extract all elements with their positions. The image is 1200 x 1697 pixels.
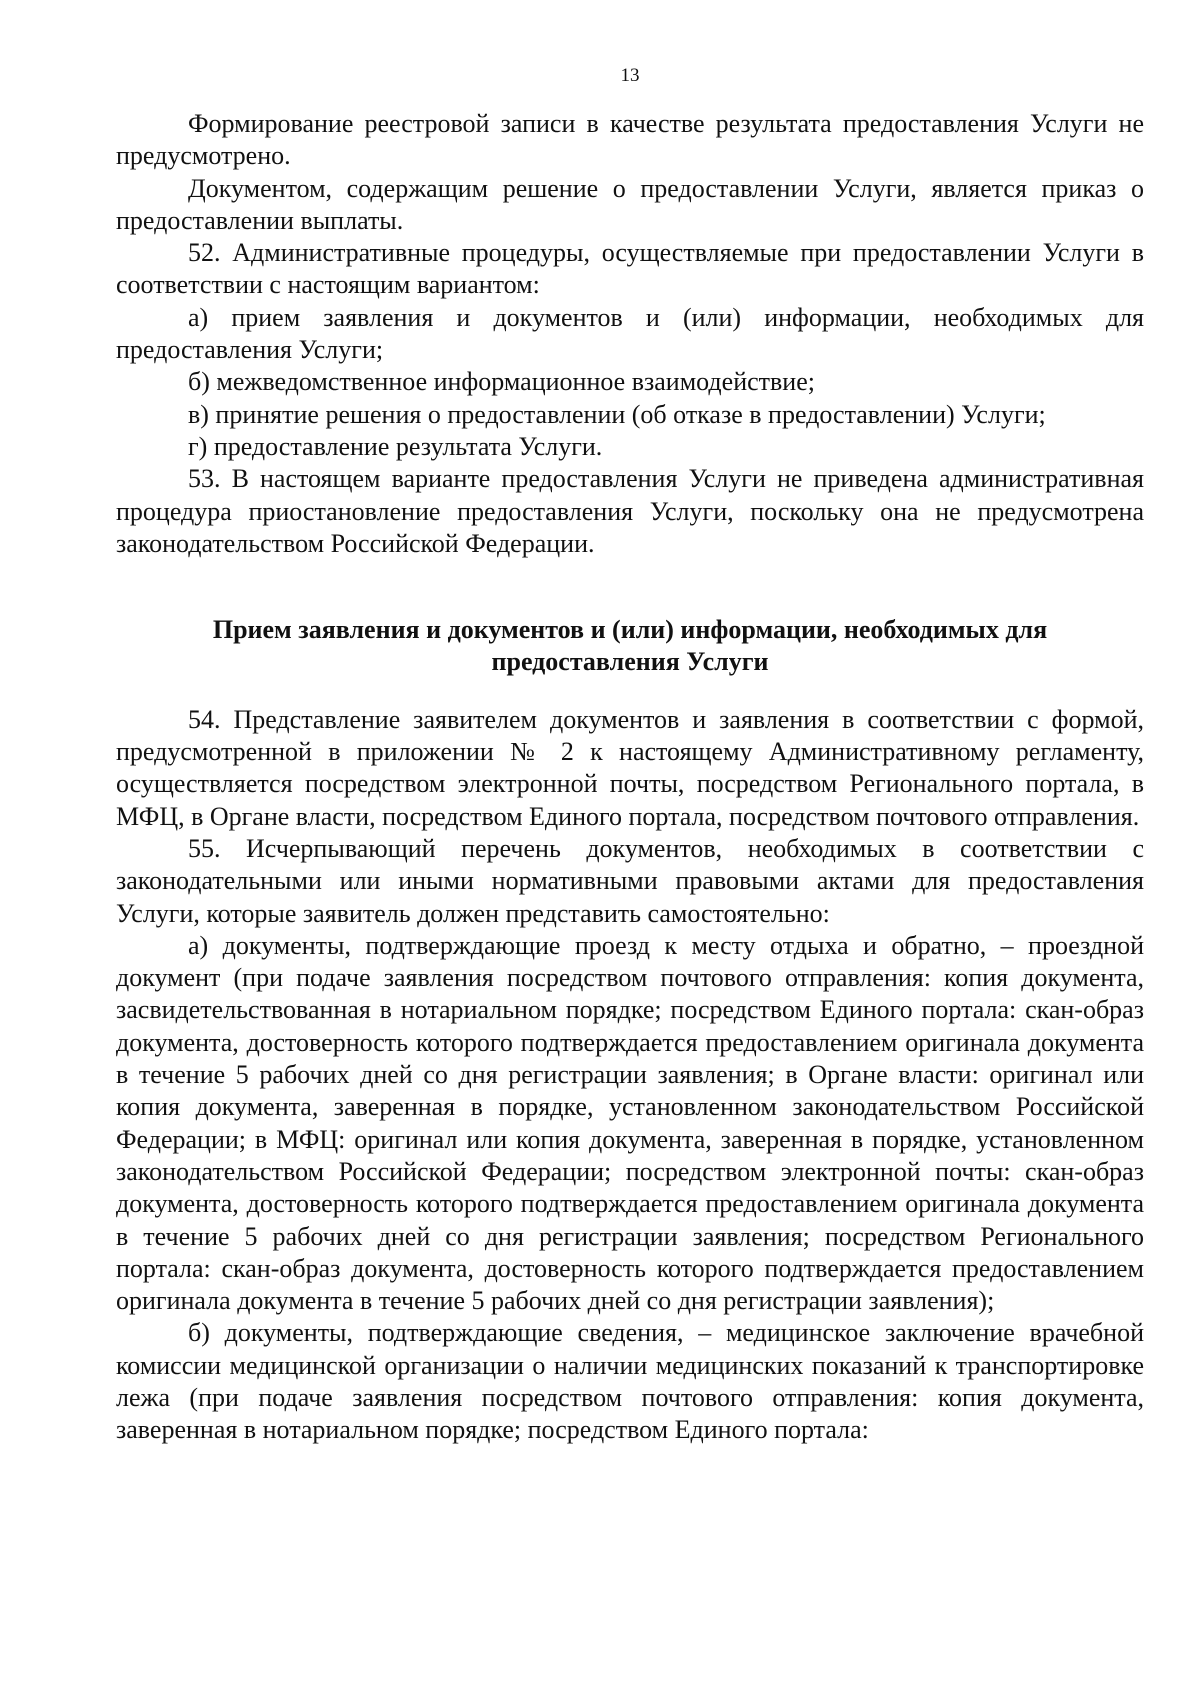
list-item-52-v: в) принятие решения о предоставлении (об отказе в предоставлении) Услуги; — [188, 399, 1046, 429]
paragraph-53: 53. В настоящем варианте предоставления Услуги не приведена административная процедура приостановление предоставления Услуги, поскольку она не предусмотрена законодательством Российской Федерации. — [116, 464, 1144, 558]
list-item-55-b: б) документы, подтверждающие сведения, – медицинское заключение врачебной комиссии медицинской организации о наличии медицинских показаний к транспортировке лежа (при подаче заявления посредством почтового отправления: копия документа, заверенная в нотариальном порядке; посредством Единого портала: — [116, 1318, 1144, 1445]
paragraph-52: 52. Административные процедуры, осуществляемые при предоставлении Услуги в соответствии с настоящим вариантом: — [116, 238, 1144, 300]
list-item-52-b: б) межведомственное информационное взаимодействие; — [188, 367, 815, 397]
list-item-52-g: г) предоставление результата Услуги. — [188, 431, 603, 461]
list-item-55-a: а) документы, подтверждающие проезд к месту отдыха и обратно, – проездной документ (при подаче заявления посредством почтового отправления: копия документа, засвидетельствованная в нотариальном порядке; посредством Единого портала: скан-образ документа, достоверность которого подтверждается предоставлением оригинала документа в течение 5 рабочих дней со дня регистрации заявления; в Органе власти: оригинал или копия документа, заверенная в порядке, установленном законодательством Российской Федерации; в МФЦ: оригинал или копия документа, заверенная в порядке, установленном законодательством Российской Федерации; посредством электронной почты: скан-образ документа, достоверность которого подтверждается предоставлением оригинала документа в течение 5 рабочих дней со дня регистрации заявления; посредством Регионального портала: скан-образ документа, достоверность которого подтверждается предоставлением оригинала документа в течение 5 рабочих дней со дня регистрации заявления); — [116, 930, 1144, 1316]
section-heading: Прием заявления и документов и (или) информации, необходимых для предоставления Услуги — [212, 615, 1048, 677]
list-item-52-a: а) прием заявления и документов и (или) информации, необходимых для предоставления Услуги; — [116, 302, 1144, 365]
paragraph-54: 54. Представление заявителем документов и заявления в соответствии с формой, предусмотренной в приложении № 2 к настоящему Административному регламенту, осуществляется посредством электронной почты, посредством Регионального портала, в МФЦ, в Органе власти, посредством Единого портала, посредством почтового отправления. — [116, 704, 1144, 831]
page-number: 13 — [620, 65, 640, 86]
document-page — [116, 64, 1144, 1447]
paragraph-registry-record: Формирование реестровой записи в качестве результата предоставления Услуги не предусмотрено. — [116, 109, 1144, 171]
paragraph-decision-document: Документом, содержащим решение о предоставлении Услуги, является приказ о предоставлении выплаты. — [116, 173, 1144, 235]
paragraph-55: 55. Исчерпывающий перечень документов, необходимых в соответствии с законодательными или иными нормативными правовыми актами для предоставления Услуги, которые заявитель должен представить самостоятельно: — [116, 833, 1144, 928]
